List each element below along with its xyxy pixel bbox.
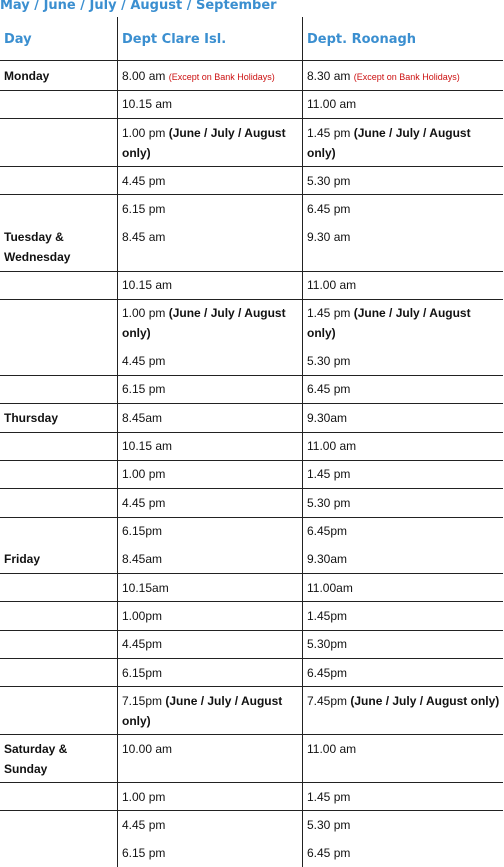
header-roonagh: Dept. Roonagh bbox=[307, 32, 417, 47]
roonagh-time: 6.45 pm bbox=[307, 382, 351, 396]
departure-roonagh bbox=[307, 843, 501, 863]
departure-roonagh bbox=[307, 408, 501, 428]
departure-roonagh bbox=[307, 379, 501, 399]
roonagh-time: 5.30 pm bbox=[307, 174, 351, 188]
roonagh-time: 1.45pm bbox=[307, 609, 348, 623]
header-clare: Dept Clare Isl. bbox=[122, 32, 227, 47]
clare-time: 7.15pm bbox=[122, 694, 163, 708]
clare-time: 8.00 am bbox=[122, 69, 166, 83]
day-label: Friday bbox=[4, 552, 41, 566]
roonagh-time: 5.30pm bbox=[307, 637, 348, 651]
departure-roonagh bbox=[307, 199, 501, 219]
departure-clare-island bbox=[122, 227, 300, 247]
departure-roonagh bbox=[307, 94, 501, 114]
clare-time: 1.00 pm bbox=[122, 126, 166, 140]
roonagh-season-note: (June / July / August only) bbox=[307, 306, 471, 340]
clare-time: 6.15 pm bbox=[122, 382, 166, 396]
roonagh-time: 6.45pm bbox=[307, 524, 348, 538]
clare-time: 8.45am bbox=[122, 411, 163, 425]
departure-clare-island bbox=[122, 123, 300, 163]
departure-roonagh bbox=[307, 787, 501, 807]
departure-clare-island bbox=[122, 351, 300, 371]
clare-time: 6.15pm bbox=[122, 666, 163, 680]
row-divider bbox=[0, 658, 503, 659]
row-divider bbox=[0, 432, 503, 433]
roonagh-time: 1.45 pm bbox=[307, 790, 351, 804]
departure-roonagh bbox=[307, 123, 501, 163]
departure-roonagh bbox=[307, 549, 501, 569]
departure-roonagh bbox=[307, 303, 501, 343]
clare-time: 10.15 am bbox=[122, 278, 173, 292]
roonagh-time: 1.45 pm bbox=[307, 306, 351, 320]
row-divider bbox=[0, 375, 503, 376]
roonagh-time: 11.00 am bbox=[307, 278, 357, 292]
timetable-title: May / June / July / August / September bbox=[0, 0, 277, 13]
row-divider bbox=[0, 194, 503, 195]
departure-clare-island bbox=[122, 815, 300, 835]
departure-clare-island bbox=[122, 379, 300, 399]
clare-time: 1.00pm bbox=[122, 609, 163, 623]
departure-roonagh bbox=[307, 815, 501, 835]
clare-time: 1.00 pm bbox=[122, 306, 166, 320]
departure-roonagh bbox=[307, 275, 501, 295]
day-label: Monday bbox=[4, 69, 50, 83]
row-divider bbox=[0, 488, 503, 489]
roonagh-time: 1.45 pm bbox=[307, 126, 351, 140]
departure-clare-island bbox=[122, 691, 300, 731]
departure-clare-island bbox=[122, 171, 300, 191]
roonagh-time: 6.45 pm bbox=[307, 202, 351, 216]
departure-roonagh bbox=[307, 606, 501, 626]
clare-time: 4.45 pm bbox=[122, 354, 166, 368]
clare-time: 6.15pm bbox=[122, 524, 163, 538]
roonagh-time: 11.00 am bbox=[307, 742, 357, 756]
row-divider bbox=[0, 299, 503, 300]
clare-time: 8.45 am bbox=[122, 230, 166, 244]
departure-clare-island bbox=[122, 843, 300, 863]
departure-roonagh bbox=[307, 464, 501, 484]
departure-roonagh bbox=[307, 739, 501, 759]
departure-clare-island bbox=[122, 663, 300, 683]
departure-clare-island bbox=[122, 634, 300, 654]
clare-time: 4.45 pm bbox=[122, 496, 166, 510]
departure-clare-island bbox=[122, 199, 300, 219]
departure-clare-island bbox=[122, 66, 300, 87]
departure-clare-island bbox=[122, 549, 300, 569]
row-divider bbox=[0, 118, 503, 119]
row-divider bbox=[0, 460, 503, 461]
departure-roonagh bbox=[307, 634, 501, 654]
row-divider bbox=[0, 630, 503, 631]
row-divider bbox=[0, 271, 503, 272]
row-divider bbox=[0, 166, 503, 167]
roonagh-holiday-note: (Except on Bank Holidays) bbox=[353, 72, 460, 82]
row-divider bbox=[0, 734, 503, 735]
departure-roonagh bbox=[307, 521, 501, 541]
roonagh-time: 1.45 pm bbox=[307, 467, 351, 481]
departure-clare-island bbox=[122, 521, 300, 541]
roonagh-time: 6.45pm bbox=[307, 666, 348, 680]
clare-time: 10.15 am bbox=[122, 97, 173, 111]
departure-roonagh bbox=[307, 493, 501, 513]
roonagh-time: 5.30 pm bbox=[307, 496, 351, 510]
departure-clare-island bbox=[122, 275, 300, 295]
clare-season-note: (June / July / August only) bbox=[122, 126, 286, 160]
row-divider bbox=[0, 782, 503, 783]
day-label: Tuesday & Wednesday bbox=[4, 230, 71, 264]
row-divider bbox=[0, 90, 503, 91]
row-divider bbox=[0, 60, 503, 61]
clare-time: 6.15 pm bbox=[122, 846, 166, 860]
roonagh-time: 9.30 am bbox=[307, 230, 351, 244]
row-divider bbox=[0, 573, 503, 574]
departure-roonagh bbox=[307, 171, 501, 191]
row-divider bbox=[0, 403, 503, 404]
roonagh-time: 11.00 am bbox=[307, 97, 357, 111]
row-divider bbox=[0, 601, 503, 602]
roonagh-time: 9.30am bbox=[307, 411, 348, 425]
column-divider bbox=[302, 17, 303, 867]
clare-time: 10.15 am bbox=[122, 439, 173, 453]
day-label: Saturday & Sunday bbox=[4, 742, 68, 776]
clare-season-note: (June / July / August only) bbox=[122, 694, 283, 728]
clare-time: 1.00 pm bbox=[122, 467, 166, 481]
roonagh-time: 9.30am bbox=[307, 552, 348, 566]
departure-clare-island bbox=[122, 606, 300, 626]
roonagh-time: 11.00am bbox=[307, 581, 353, 595]
clare-time: 1.00 pm bbox=[122, 790, 166, 804]
departure-clare-island bbox=[122, 493, 300, 513]
departure-roonagh bbox=[307, 691, 501, 711]
clare-time: 4.45pm bbox=[122, 637, 163, 651]
clare-time: 8.45am bbox=[122, 552, 163, 566]
row-divider bbox=[0, 517, 503, 518]
day-label: Thursday bbox=[4, 411, 59, 425]
roonagh-time: 8.30 am bbox=[307, 69, 351, 83]
departure-clare-island bbox=[122, 464, 300, 484]
departure-roonagh bbox=[307, 436, 501, 456]
roonagh-time: 5.30 pm bbox=[307, 818, 351, 832]
departure-roonagh bbox=[307, 227, 501, 247]
roonagh-time: 7.45pm bbox=[307, 694, 348, 708]
departure-clare-island bbox=[122, 787, 300, 807]
clare-time: 6.15 pm bbox=[122, 202, 166, 216]
departure-clare-island bbox=[122, 94, 300, 114]
departure-clare-island bbox=[122, 408, 300, 428]
roonagh-time: 6.45 pm bbox=[307, 846, 351, 860]
clare-time: 4.45 pm bbox=[122, 818, 166, 832]
departure-clare-island bbox=[122, 436, 300, 456]
departure-clare-island bbox=[122, 739, 300, 759]
departure-clare-island bbox=[122, 303, 300, 343]
roonagh-season-note: (June / July / August only) bbox=[307, 126, 471, 160]
clare-time: 4.45 pm bbox=[122, 174, 166, 188]
roonagh-season-note: (June / July / August only) bbox=[350, 694, 500, 708]
row-divider bbox=[0, 686, 503, 687]
departure-clare-island bbox=[122, 578, 300, 598]
clare-time: 10.15am bbox=[122, 581, 169, 595]
header-day: Day bbox=[4, 32, 32, 47]
roonagh-time: 5.30 pm bbox=[307, 354, 351, 368]
departure-roonagh bbox=[307, 578, 501, 598]
row-divider bbox=[0, 810, 503, 811]
departure-roonagh bbox=[307, 351, 501, 371]
roonagh-time: 11.00 am bbox=[307, 439, 357, 453]
column-divider bbox=[117, 17, 118, 867]
departure-roonagh bbox=[307, 663, 501, 683]
clare-time: 10.00 am bbox=[122, 742, 173, 756]
departure-roonagh bbox=[307, 66, 501, 87]
clare-holiday-note: (Except on Bank Holidays) bbox=[168, 72, 275, 82]
clare-season-note: (June / July / August only) bbox=[122, 306, 286, 340]
